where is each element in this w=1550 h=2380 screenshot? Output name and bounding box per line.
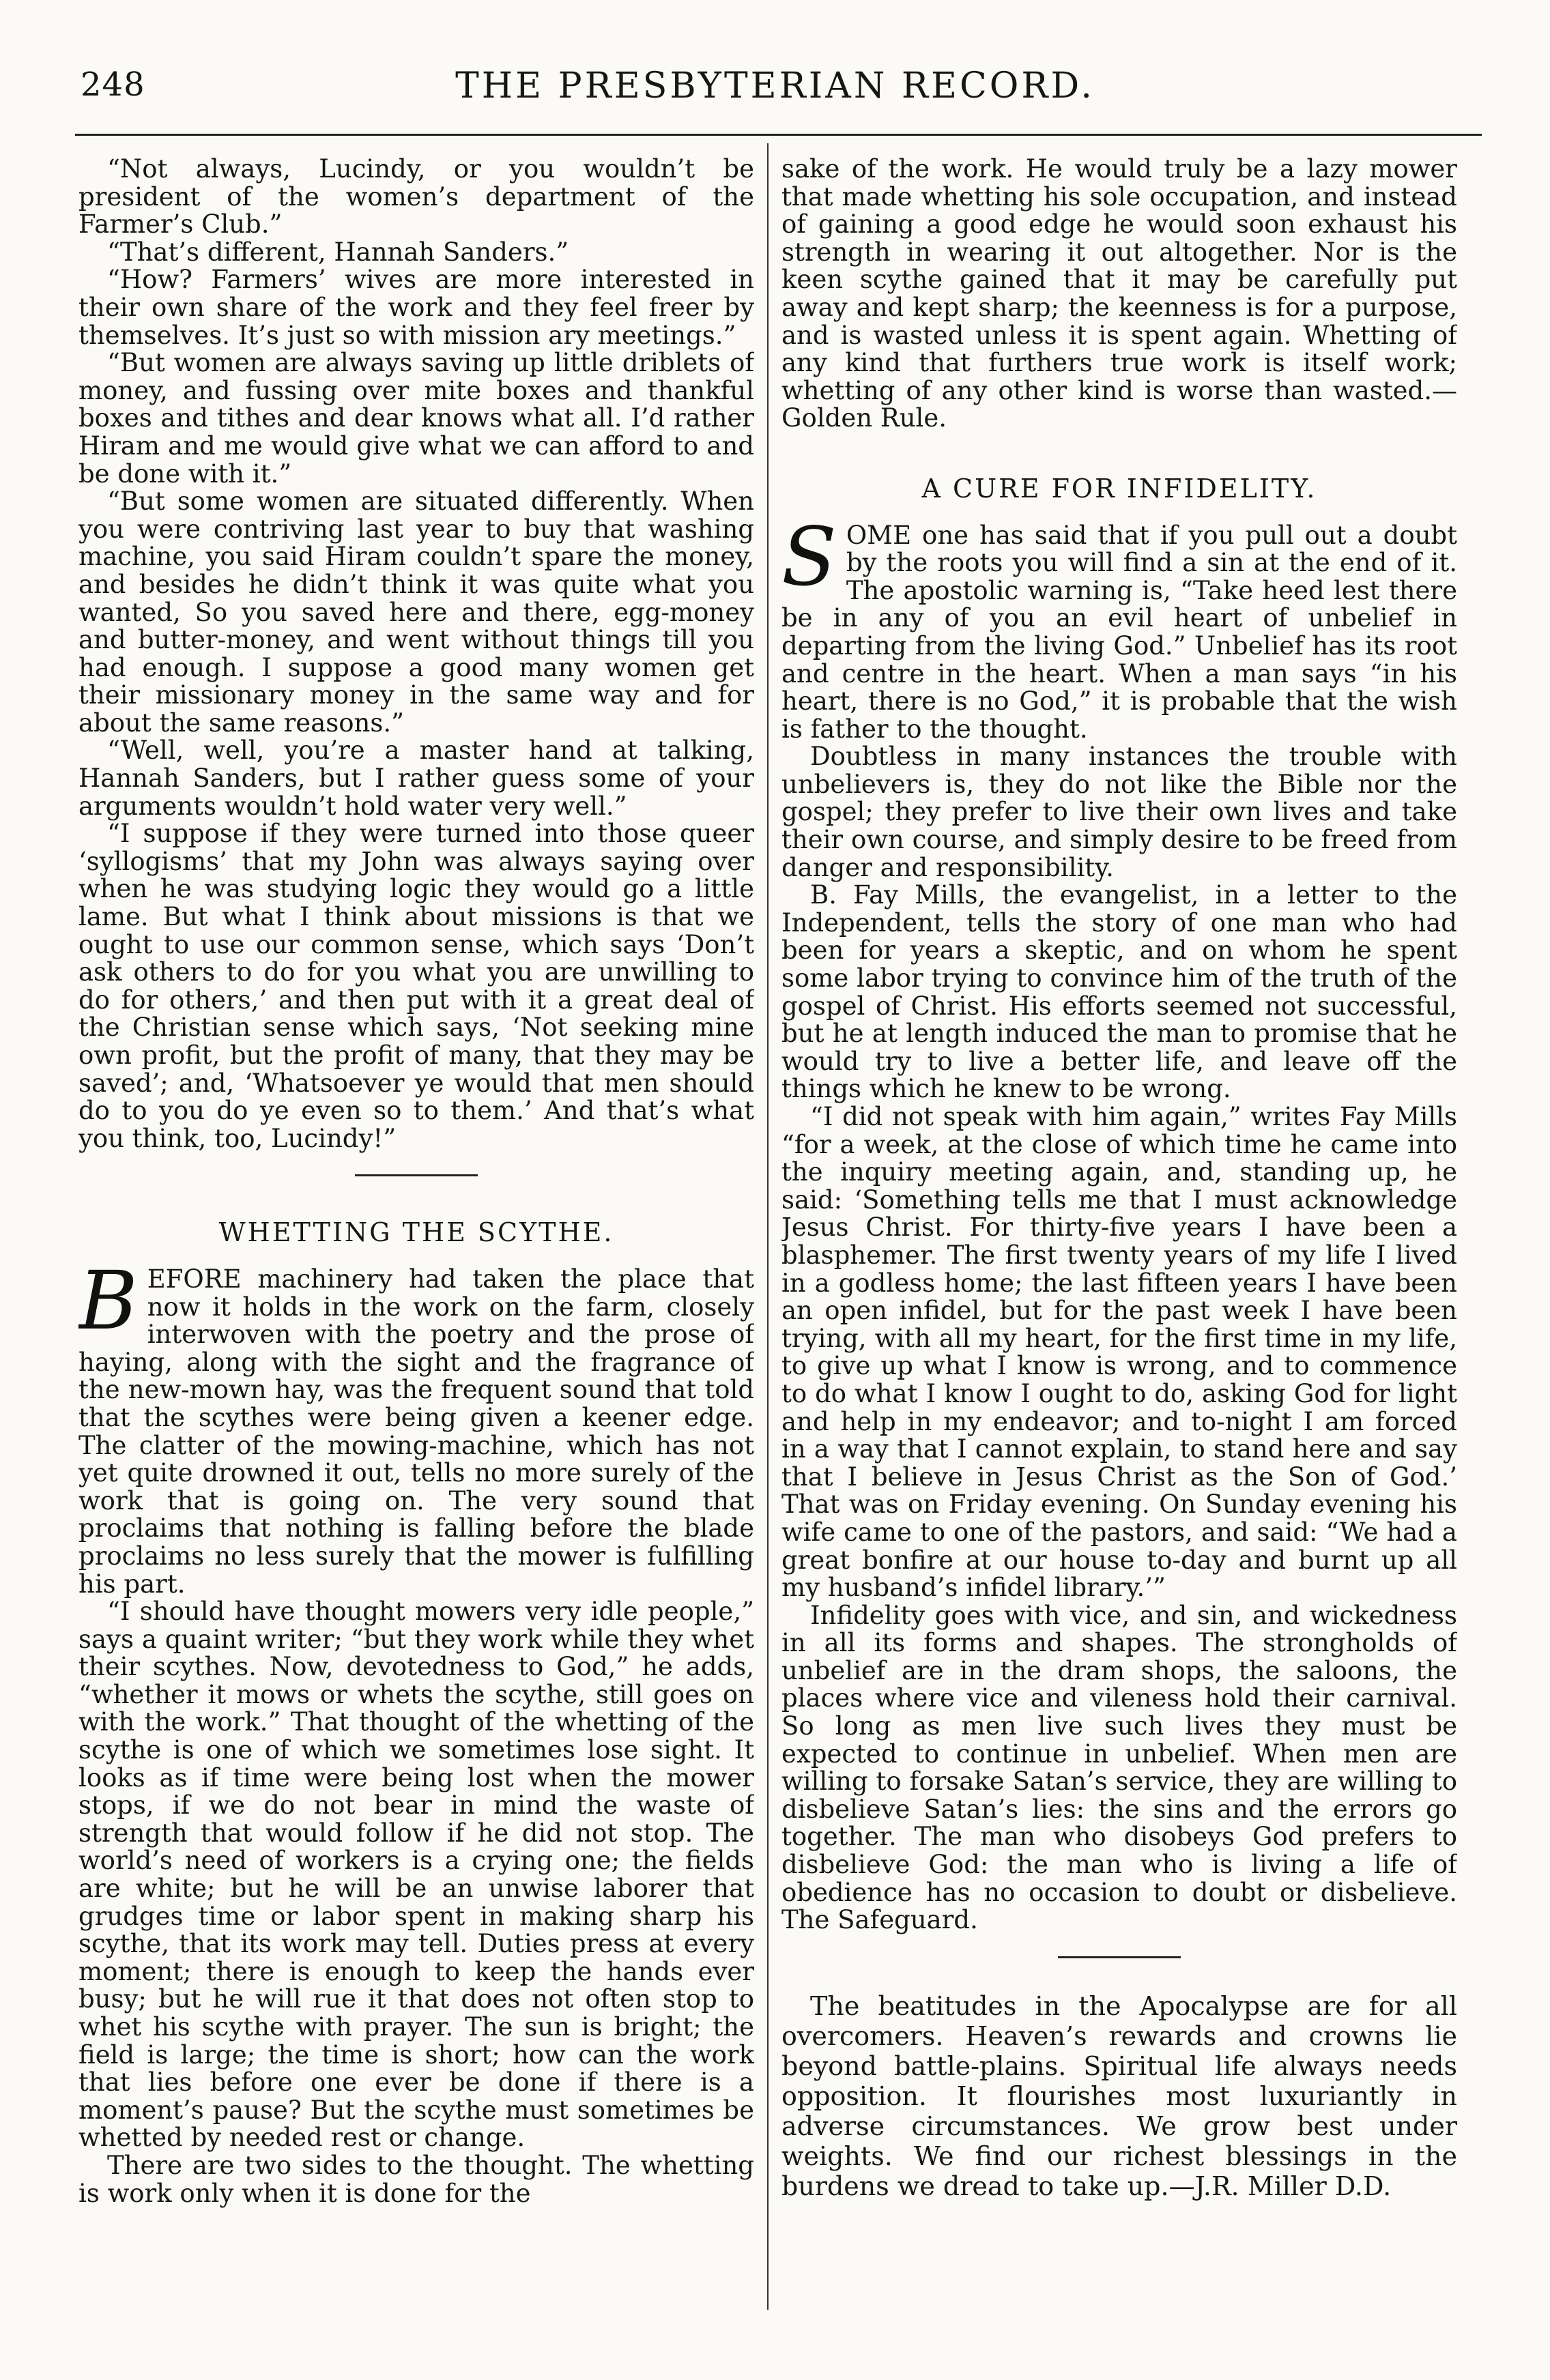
column-divider (767, 143, 769, 2310)
right-column (781, 156, 1457, 2305)
article-paragraph: Infidelity goes with vice, and sin, and wickedness in all its forms and shapes. The strongholds of unbelief are in the dram shops, the saloons, the places where vice and vileness hold their carnival. So long as men live such lives they must be expected to continue in unbelief. When men are willing to forsake Satan’s service, they are willing to disbelieve Satan’s lies: the sins and the errors go together. The man who disobeys God prefers to disbelieve God: the man who is living a life of obedience has no occasion to doubt or disbelieve. The Safeguard. (781, 1600, 1457, 1935)
article-first-paragraph (78, 1253, 754, 1599)
drop-cap: S (781, 509, 837, 604)
article-title-whetting-the-scythe: WHETTING THE SCYTHE. (218, 1217, 614, 1248)
article-paragraph: Doubtless in many instances the trouble with unbelievers is, they do not like the Bible nor the gospel; they prefer to live their own lives and take their own course, and simply desire to be freed from danger and responsibility. (781, 742, 1457, 882)
article-paragraph: B. Fay Mills, the evangelist, in a letter to the Independent, tells the story of one man who had been for years a skeptic, and on whom he spent some labor trying to convince him of the truth of the gospel of Christ. His efforts seemed not successful, but he at length induced the man to promise that he would try to live a better life, and leave off the things which he knew to be wrong. (781, 880, 1457, 1104)
article-paragraph: There are two sides to the thought. The whetting is work only when it is done for the (78, 2150, 754, 2208)
section-rule (1058, 1956, 1181, 1958)
page-number: 248 (81, 66, 145, 104)
article-first-paragraph (781, 509, 1457, 744)
dialogue-paragraph: “How? Farmers’ wives are more interested in their own share of the work and they feel freer by themselves. It’s just so with mission ary meetings.” (78, 265, 754, 350)
section-rule (355, 1174, 478, 1176)
article-title-a-cure-for-infidelity: A CURE FOR INFIDELITY. (921, 473, 1317, 504)
article-first-paragraph-text: OME one has said that if you pull out a doubt by the roots you will find a sin at the end of it. The apostolic warning is, “Take heed lest there be in any of you an evil heart of unbelief in departing from the living God.” Unbelief has its root and centre in the heart. When a man says “in his heart, there is no God,” it is probable that the wish is father to the thought. (781, 520, 1457, 744)
drop-cap: B (78, 1253, 138, 1348)
running-title: THE PRESBYTERIAN RECORD. (455, 66, 1095, 106)
dialogue-paragraph: “But some women are situated differently. When you were contriving last year to buy that washing machine, you said Hiram couldn’t spare the money, and besides he didn’t think it was quite what you wanted, So you saved here and there, egg-money and butter-money, and went without things till you had enough. I suppose a good many women get their missionary money in the same way and for about the same reasons.” (78, 487, 754, 738)
left-column (78, 156, 754, 2305)
dialogue-paragraph: “Not always, Lucindy, or you wouldn’t be president of the women’s department of the Farmer’s Club.” (78, 156, 754, 240)
dialogue-paragraph: “That’s different, Hannah Sanders.” (107, 237, 569, 267)
article-paragraph: “I did not speak with him again,” writes Fay Mills “for a week, at the close of which time he came into the inquiry meeting again, and, standing up, he said: ‘Something tells me that I must acknowledge Jesus Christ. For thirty-five years I have been a blasphemer. The first twenty years of my life I lived in a godless home; the last fifteen years I have been an open infidel, but for the past week I have been trying, with all my heart, for the first time in my life, to give up what I know is wrong, and to commence to do what I know I ought to do, asking God for light and help in my endeavor; and to-night I am forced in a way that I cannot explain, to stand here and say that I believe in Jesus Christ as the Son of God.’ That was on Friday evening. On Sunday evening his wife came to one of the pastors, and said: “We had a great bonfire at our house to-day and burnt up all my husband’s infidel library.’” (781, 1102, 1457, 1603)
page-header (75, 66, 1475, 120)
continued-paragraph: sake of the work. He would truly be a lazy mower that made whetting his sole occupation, and instead of gaining a good edge he would soon exhaust his strength in wearing it out altogether. Nor is the keen scythe gained that it may be carefully put away and kept sharp; the keenness is for a purpose, and is wasted unless it is spent again. Whetting of any kind that furthers true work is itself work; whetting of any other kind is worse than wasted.—Golden Rule. (781, 156, 1457, 433)
closing-quote: The beatitudes in the Apocalypse are for all overcomers. Heaven’s rewards and crowns lie beyond battle-plains. Spiritual life always needs opposition. It flourishes most luxuriantly in adverse circumstances. We grow best under weights. We find our richest blessings in the burdens we dread to take up.—J.R. Miller D.D. (781, 1990, 1457, 2201)
header-rule (75, 134, 1482, 136)
dialogue-paragraph: “I suppose if they were turned into those queer ‘syllogisms’ that my John was always saying over when he was studying logic they would go a little lame. But what I think about missions is that we ought to use our common sense, which says ‘Don’t ask others to do for you what you are unwilling to do for others,’ and then put with it a great deal of the Christian sense which says, ‘Not seeking mine own profit, but the profit of many, that they may be saved’; and, ‘Whatsoever ye would that men should do to you do ye even so to them.’ And that’s what you think, too, Lucindy!” (78, 819, 754, 1153)
article-paragraph: “I should have thought mowers very idle people,” says a quaint writer; “but they work while they whet their scythes. Now, devotedness to God,” he adds, “whether it mows or whets the scythe, still goes on with the work.” That thought of the whetting of the scythe is one of which we sometimes lose sight. It looks as if time were being lost when the mower stops, if we do not bear in mind the waste of strength that would follow if he did not stop. The world’s need of workers is a crying one; the fields are white; but he will be an unwise laborer that grudges time or labor spent in making sharp his scythe, that its work may tell. Duties press at every moment; there is enough to keep the hands ever busy; but he will rue it that does not often stop to whet his scythe with prayer. The sun is bright; the field is large; the time is short; how can the work that lies before one ever be done if there is a moment’s pause? But the scythe must sometimes be whetted by needed rest or change. (78, 1597, 754, 2153)
dialogue-paragraph: “Well, well, you’re a master hand at talking, Hannah Sanders, but I rather guess some of your arguments wouldn’t hold water very well.” (78, 736, 754, 821)
article-first-paragraph-text: EFORE machinery had taken the place that now it holds in the work on the farm, closely interwoven with the poetry and the prose of haying, along with the sight and the fragrance of the new-mown hay, was the frequent sound that told that the scythes were being given a keener edge. The clatter of the mowing-machine, which has not yet quite drowned it out, tells no more surely of the work that is going on. The very sound that proclaims that nothing is falling before the blade proclaims no less surely that the mower is fulfilling his part. (78, 1264, 754, 1599)
dialogue-paragraph: “But women are always saving up little driblets of money, and fussing over mite boxes and thankful boxes and tithes and dear knows what all. I’d rather Hiram and me would give what we can afford to and be done with it.” (78, 348, 754, 489)
